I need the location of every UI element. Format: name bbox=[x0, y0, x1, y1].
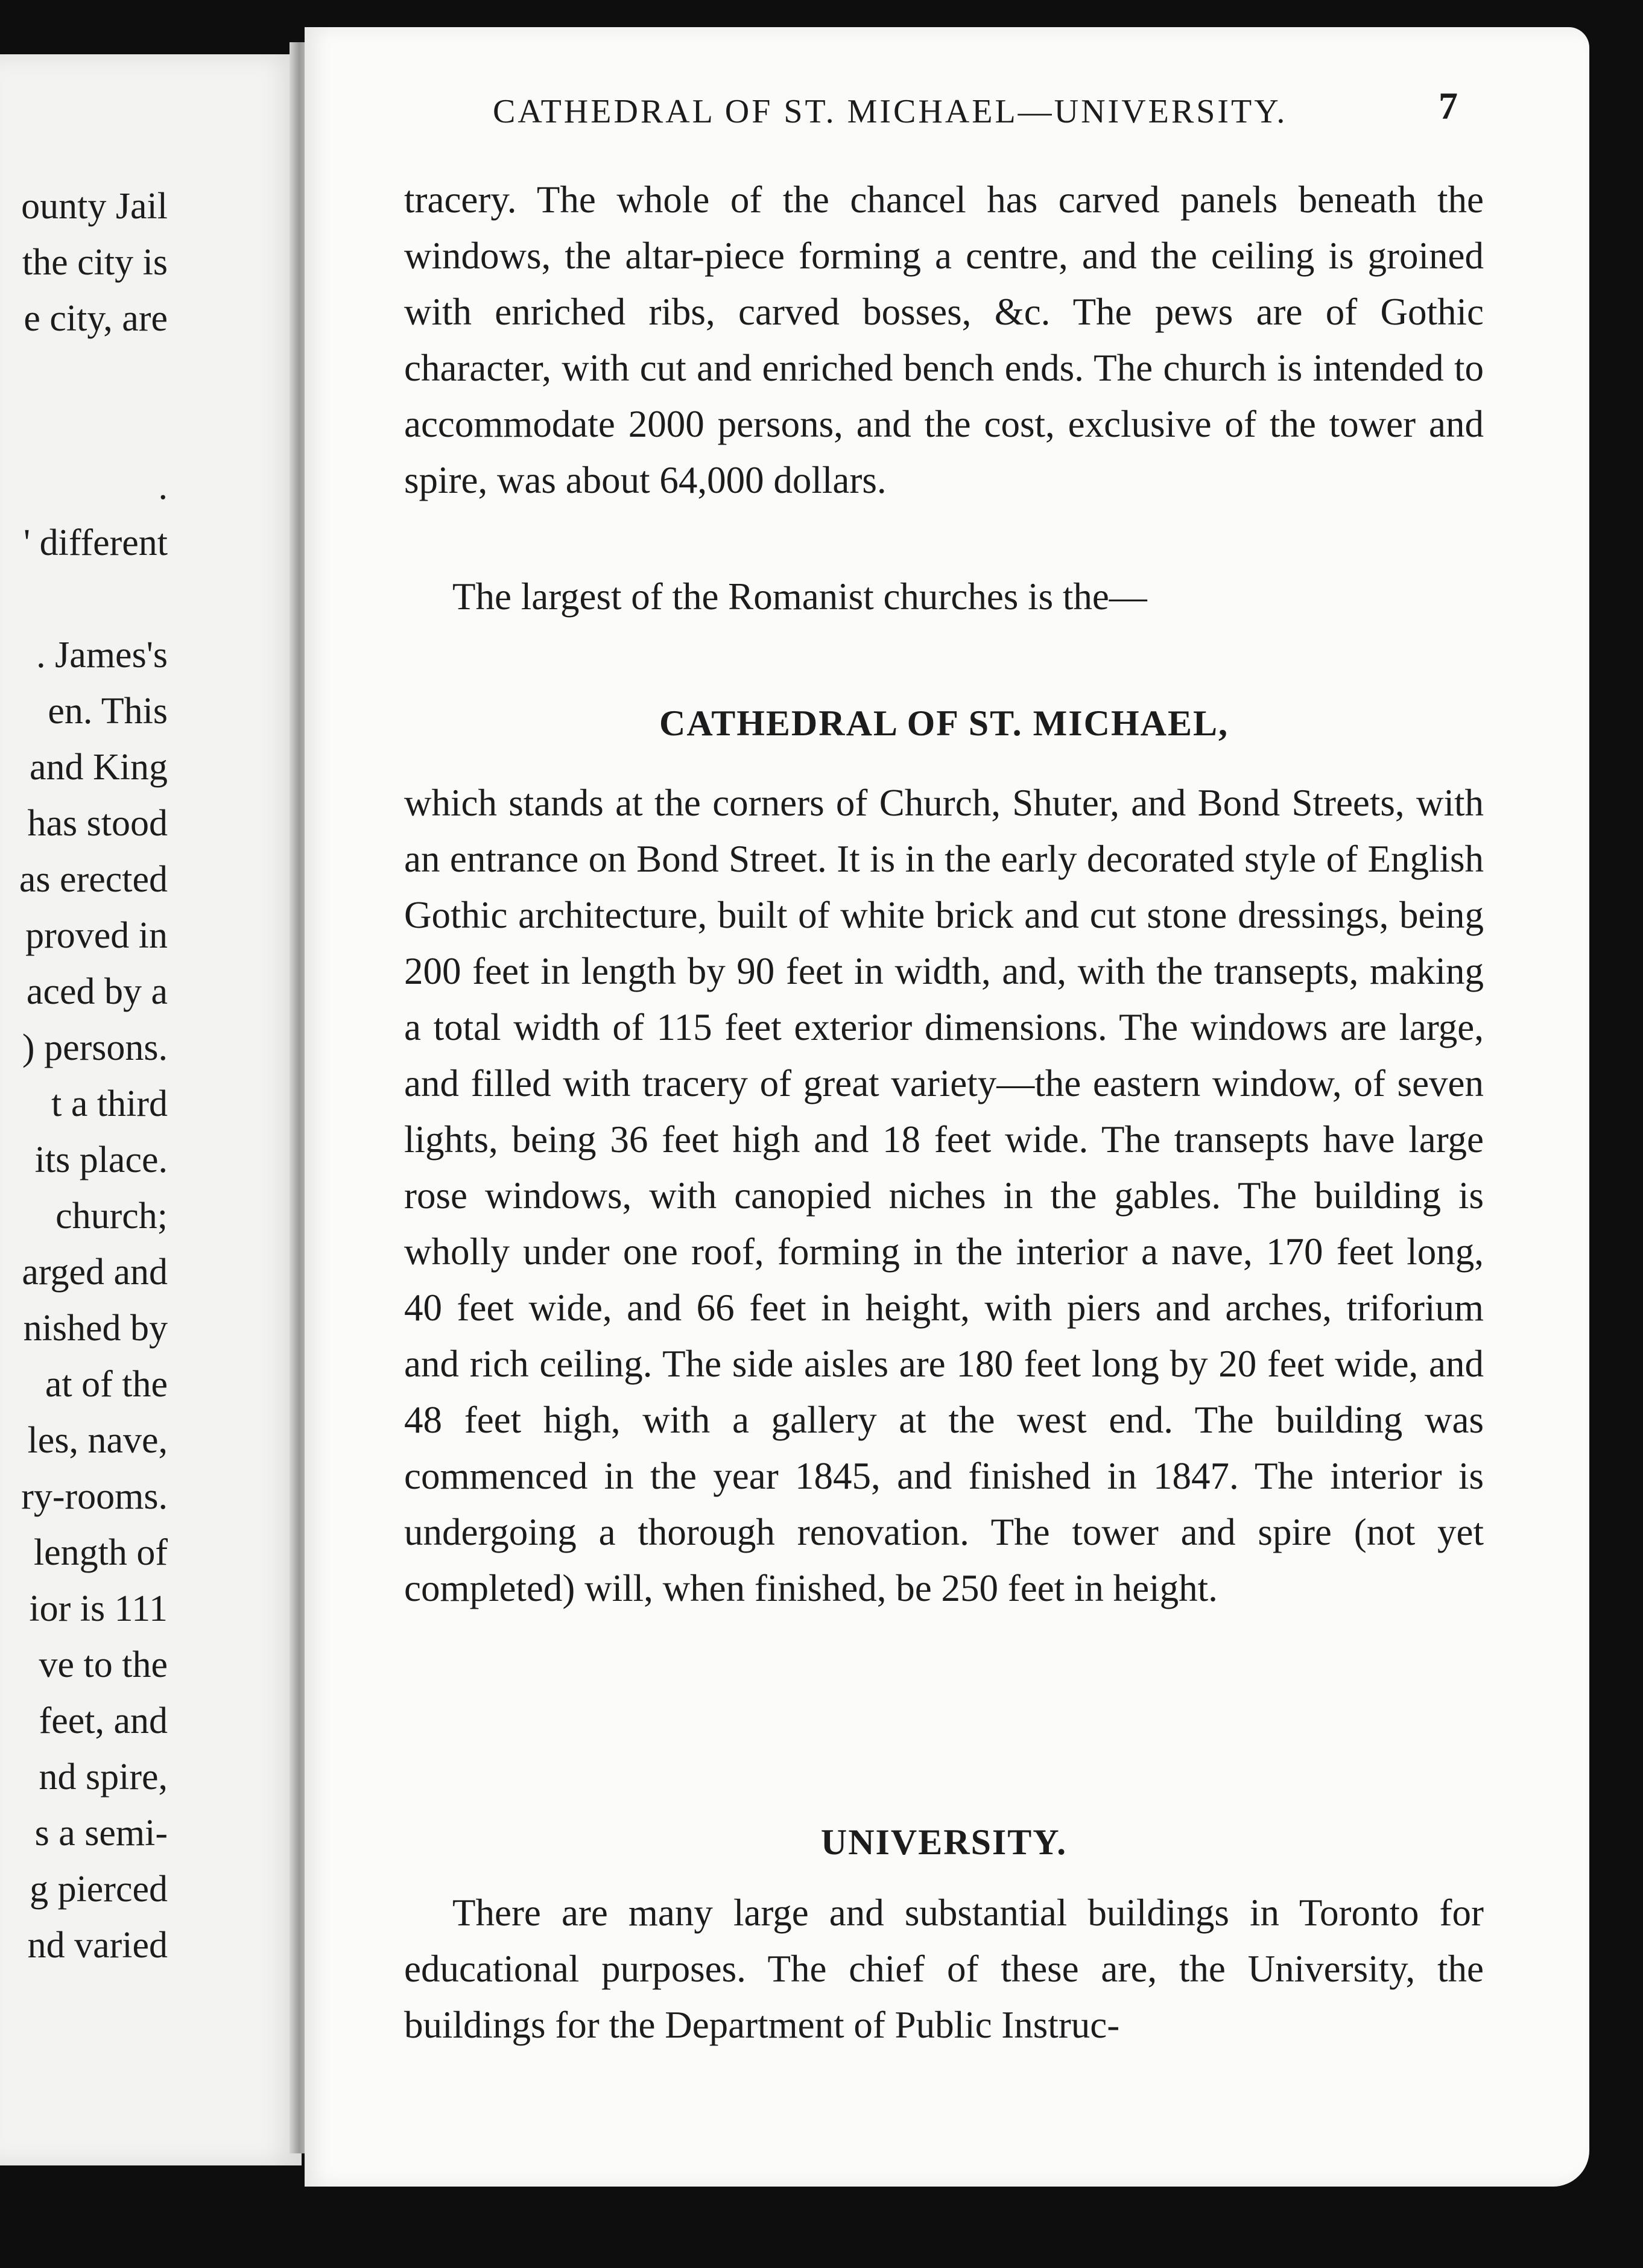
left-page-line: as erected bbox=[19, 859, 168, 900]
paragraph-cathedral-description: which stands at the corners of Church, Shuter, and Bond Streets, with an entrance on Bond Street. It is in the early decorated style of English Gothic architecture, built of white brick and cut stone dressings, being 200 feet in length by 90 feet in width, and, with the transepts, making a total width of 115 feet exterior dimensions. The windows are large, and filled with tracery of great variety—the eastern window, of seven lights, being 36 feet high and 18 feet wide. The transepts have large rose windows, with canopied niches in the gables. The building is wholly under one roof, forming in the interior a nave, 170 feet long, 40 feet wide, and 66 feet in height, with piers and arches, triforium and rich ceiling. The side aisles are 180 feet long by 20 feet wide, and 48 feet high, with a gallery at the west end. The building was commenced in the year 1845, and finished in 1847. The interior is undergoing a thorough renovation. The tower and spire (not yet completed) will, when finished, be 250 feet in height. bbox=[404, 782, 1484, 1609]
left-page-line: ry-rooms. bbox=[21, 1476, 168, 1517]
left-page-line bbox=[19, 571, 168, 627]
paragraph-university: There are many large and substantial buildings in Toronto for educational purposes. The chief of these are, the University, the buildings for the Department of Public Instruc- bbox=[404, 1892, 1484, 2046]
left-page-line: e city, are bbox=[24, 298, 168, 339]
left-page-line: ve to the bbox=[39, 1644, 168, 1685]
left-page-line: nd varied bbox=[27, 1925, 168, 1966]
left-page-text-fragments bbox=[19, 179, 168, 1974]
paragraph-romanist-churches: The largest of the Romanist churches is the— bbox=[452, 575, 1147, 618]
right-page bbox=[305, 27, 1589, 2187]
paragraph-chancel: tracery. The whole of the chancel has carved panels beneath the windows, the altar-piece forming a centre, and the ceiling is groined with enriched ribs, carved bosses, &c. The pews are of Gothic character, with cut and enriched bench ends. The church is intended to accommodate 2000 persons, and the cost, exclusive of the tower and spire, was about 64,000 dollars. bbox=[404, 179, 1484, 501]
left-page-line: g pierced bbox=[30, 1869, 168, 1910]
left-page-line: . bbox=[158, 466, 168, 507]
left-page-line: en. This bbox=[48, 691, 168, 732]
left-page-line bbox=[19, 403, 168, 459]
left-page-line: length of bbox=[33, 1532, 168, 1573]
left-page-line: the city is bbox=[22, 242, 168, 283]
left-page-line: ior is 111 bbox=[29, 1588, 168, 1629]
left-page-line: has stood bbox=[27, 803, 168, 844]
left-page-line: s a semi- bbox=[34, 1813, 168, 1854]
left-page-line: feet, and bbox=[39, 1700, 168, 1741]
left-page-line bbox=[19, 347, 168, 403]
section-heading-university: UNIVERSITY. bbox=[820, 1822, 1068, 1862]
left-page-line: les, nave, bbox=[27, 1420, 168, 1461]
left-page-line: proved in bbox=[25, 915, 168, 956]
left-page-line: t a third bbox=[51, 1083, 168, 1124]
left-page bbox=[0, 54, 302, 2165]
section-heading-cathedral: CATHEDRAL OF ST. MICHAEL, bbox=[659, 703, 1229, 743]
left-page-line: ounty Jail bbox=[21, 186, 168, 227]
left-page-line: ' different bbox=[24, 522, 168, 563]
running-head: CATHEDRAL OF ST. MICHAEL—UNIVERSITY. bbox=[493, 93, 1288, 130]
left-page-line: ) persons. bbox=[22, 1027, 168, 1068]
left-page-line: . James's bbox=[36, 635, 168, 676]
left-page-line: arged and bbox=[22, 1252, 168, 1293]
page-number: 7 bbox=[1439, 84, 1458, 127]
left-page-line: and King bbox=[29, 747, 168, 788]
left-page-line: church; bbox=[55, 1196, 168, 1237]
left-page-line: aced by a bbox=[26, 971, 168, 1012]
left-page-line: nished by bbox=[23, 1308, 168, 1349]
left-page-line: its place. bbox=[34, 1139, 168, 1180]
left-page-line: at of the bbox=[45, 1364, 168, 1405]
left-page-line: nd spire, bbox=[39, 1756, 168, 1798]
